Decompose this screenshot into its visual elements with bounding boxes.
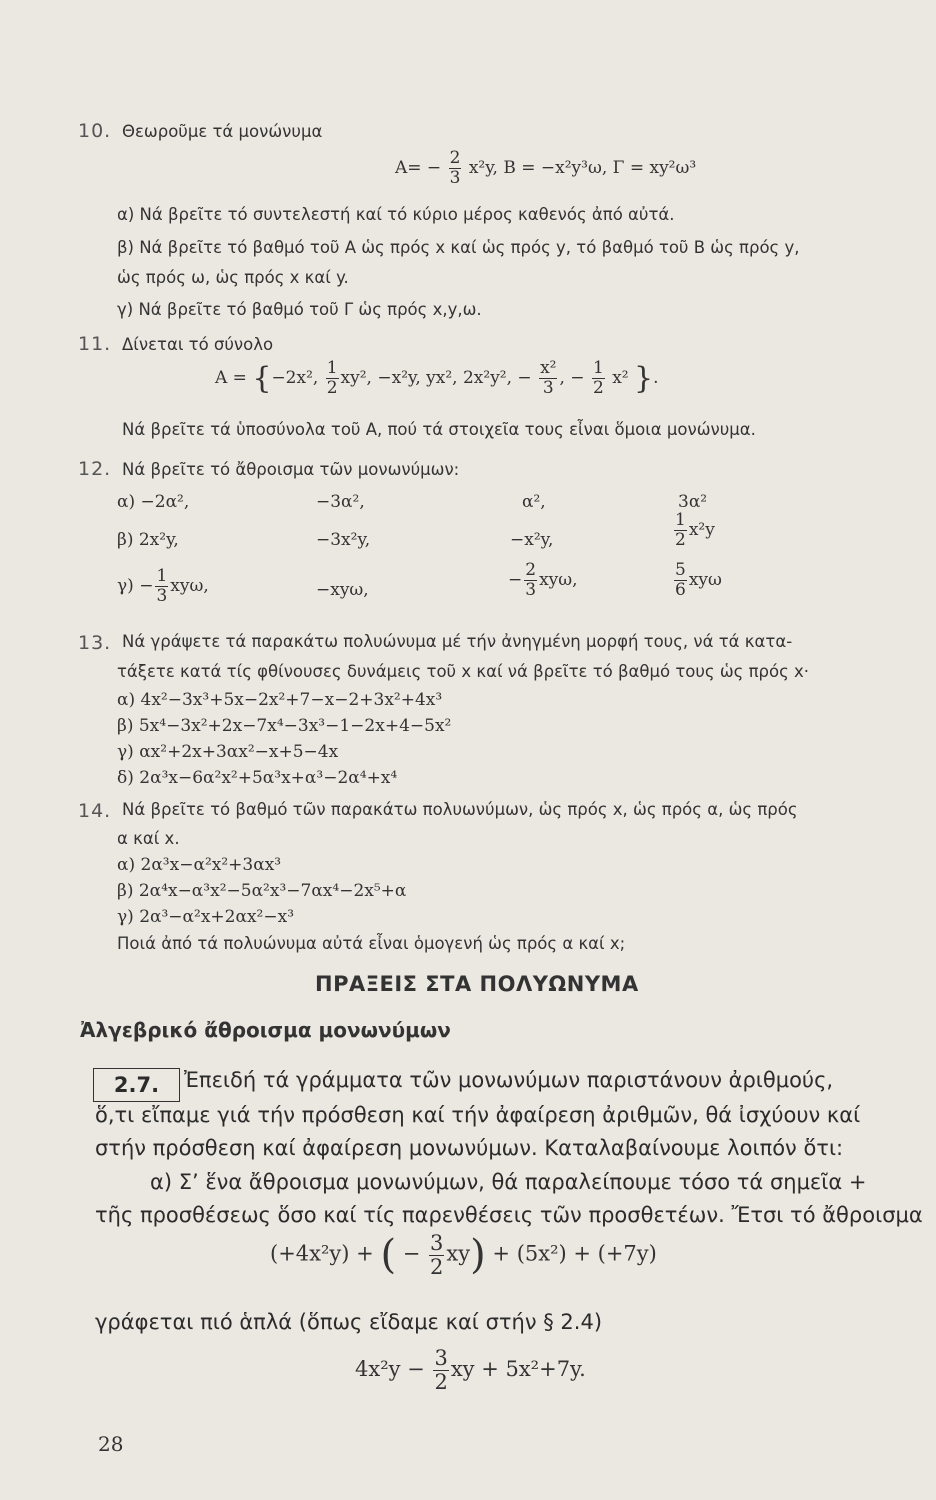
fraction: [433, 1348, 448, 1393]
fraction-denominator: 3: [525, 580, 537, 600]
formula-a-lhs: Α= −: [395, 158, 442, 178]
equation-sum-with-parentheses: [270, 1232, 657, 1278]
exercise-10-number: 10.: [78, 120, 112, 142]
fraction-denominator: 3: [156, 586, 168, 606]
ex12-row-c-col1: [117, 568, 209, 605]
para-2-7-line4: α) Σ’ ἕνα ἄθροισμα μονωνύμων, θά παραλείπουμε τόσο τά σημεῖα +: [150, 1170, 867, 1194]
fraction-denominator: 2: [592, 378, 604, 398]
para-2-7-line3: στήν πρόσθεση καί ἀφαίρεση μονωνύμων. Καταλαβαίνουμε λοιπόν ὅτι:: [95, 1136, 844, 1160]
fraction-denominator: 2: [675, 530, 686, 550]
fraction: [429, 1230, 444, 1279]
term: xyω: [688, 570, 722, 590]
fraction: [539, 360, 557, 397]
fraction-numerator: 2: [525, 560, 537, 580]
exercise-10-part-c: γ) Νά βρεῖτε τό βαθμό τοῦ Γ ὡς πρός x,y,ω.: [117, 300, 482, 319]
exercise-10-formula: [395, 150, 696, 187]
para-2-7-line6: γράφεται πιό ἁπλά (ὅπως εἴδαμε καί στήν § 2.4): [95, 1310, 603, 1334]
fraction-2-3: [449, 150, 462, 187]
ex12-row-c-col4: [672, 562, 722, 599]
fraction-denominator: 2: [430, 1254, 444, 1279]
fraction-numerator: 5: [675, 560, 686, 580]
eq-term: xy: [446, 1241, 471, 1266]
exercise-13-number: 13.: [78, 632, 112, 654]
page-number: 28: [98, 1432, 124, 1456]
ex12-row-b-col2: −3x²y,: [316, 530, 371, 550]
ex12-row-a-col2: −3α²,: [316, 492, 365, 512]
fraction-denominator: 3: [542, 378, 554, 398]
exercise-10-part-a: α) Νά βρεῖτε τό συντελεστή καί τό κύριο μέρος καθενός ἀπό αὐτά.: [117, 205, 675, 224]
exercise-12-number: 12.: [78, 458, 112, 480]
fraction-denominator: 3: [449, 168, 461, 188]
formula-rest: x²y, Β = −x²y³ω, Γ = xy²ω³: [468, 158, 697, 178]
exercise-13-line2: τάξετε κατά τίς φθίνουσες δυνάμεις τοῦ x καί νά βρεῖτε τό βαθμό τους ὡς πρός x·: [117, 662, 810, 681]
fraction-numerator: x²: [540, 358, 557, 378]
exercise-13-part-d: δ) 2α³x−6α²x²+5α³x+α³−2α⁴+x⁴: [117, 768, 398, 788]
fraction: [524, 562, 537, 599]
ex12-row-a-col1: α) −2α²,: [117, 492, 190, 512]
exercise-11-intro: Δίνεται τό σύνολο: [122, 335, 274, 354]
ex12-row-a-col3: α²,: [522, 492, 546, 512]
subsection-title: Ἀλγεβρικό ἄθροισμα μονωνύμων: [80, 1018, 451, 1042]
exercise-14-question: Ποιά ἀπό τά πολυώνυμα αὐτά εἶναι ὁμογενή ὡς πρός α καί x;: [117, 934, 626, 953]
fraction-numerator: 1: [326, 358, 338, 378]
term: x²y: [688, 520, 715, 540]
ex12-row-c-col2: −xyω,: [316, 580, 369, 600]
set-term: −2x²,: [271, 368, 319, 388]
exercise-13-part-a: α) 4x²−3x³+5x−2x²+7−x−2+3x²+4x³: [117, 690, 443, 710]
ex12-row-a-col4: 3α²: [678, 492, 708, 512]
fraction: [326, 360, 339, 397]
fraction-denominator: 2: [434, 1370, 448, 1394]
ex12-row-b-col1: β) 2x²y,: [117, 530, 179, 550]
fraction-numerator: 2: [449, 148, 461, 168]
exercise-14-line1: Νά βρεῖτε τό βαθμό τῶν παρακάτω πολυωνύμων, ὡς πρός x, ὡς πρός α, ὡς πρός: [122, 800, 798, 819]
equation-simplified-sum: [355, 1348, 586, 1393]
eq-term: xy + 5x²+7y.: [450, 1357, 586, 1381]
fraction-denominator: 6: [675, 580, 686, 600]
exercise-14-part-b: β) 2α⁴x−α³x²−5α²x³−7αx⁴−2x⁵+α: [117, 881, 407, 901]
eq-term: 4x²y −: [355, 1357, 425, 1381]
minus-sign: −: [508, 570, 523, 590]
fraction-denominator: 2: [326, 378, 338, 398]
fraction-numerator: 3: [434, 1346, 448, 1370]
para-2-7-line1: Ἐπειδή τά γράμματα τῶν μονωνύμων παριστάνουν ἀριθμούς,: [184, 1068, 834, 1092]
ex12-row-c-col3: [508, 562, 578, 599]
fraction-numerator: 1: [675, 510, 686, 530]
ex12-row-b-col3: −x²y,: [510, 530, 554, 550]
eq-term: (+4x²y) +: [270, 1241, 374, 1266]
exercise-10-intro: Θεωροῦμε τά μονώνυμα: [122, 122, 323, 141]
fraction-numerator: 1: [592, 358, 604, 378]
open-brace: {: [252, 361, 272, 396]
minus-sign: −: [402, 1241, 421, 1266]
exercise-14-line2: α καί x.: [117, 829, 180, 848]
exercise-13-part-b: β) 5x⁴−3x²+2x−7x⁴−3x³−1−2x+4−5x²: [117, 716, 452, 736]
set-period: .: [653, 368, 659, 388]
section-title: ΠΡΑΞΕΙΣ ΣΤΑ ΠΟΛΥΩΝΥΜΑ: [315, 972, 639, 996]
exercise-14-part-a: α) 2α³x−α²x²+3αx³: [117, 855, 282, 875]
term: xyω,: [539, 570, 578, 590]
exercise-10-part-b-line1: β) Νά βρεῖτε τό βαθμό τοῦ Α ὡς πρός x καί ὡς πρός y, τό βαθμό τοῦ Β ὡς πρός y,: [117, 238, 800, 257]
para-2-7-line2: ὅ,τι εἴπαμε γιά τήν πρόσθεση καί τήν ἀφαίρεση ἀριθμῶν, θά ἰσχύουν καί: [95, 1103, 861, 1127]
fraction: [592, 360, 605, 397]
fraction: [674, 562, 687, 599]
set-term: x²: [612, 368, 629, 388]
fraction: [674, 512, 687, 549]
exercise-13-line1: Νά γράψετε τά παρακάτω πολυώνυμα μέ τήν ἀνηγμένη μορφή τους, νά τά κατα-: [122, 632, 793, 651]
exercise-14-part-c: γ) 2α³−α²x+2αx²−x³: [117, 907, 295, 927]
exercise-11-text: Νά βρεῖτε τά ὑποσύνολα τοῦ Α, πού τά στοιχεῖα τους εἶναι ὅμοια μονώνυμα.: [122, 420, 756, 439]
set-term: , −: [559, 368, 585, 388]
close-brace: }: [634, 361, 654, 396]
close-paren: ): [470, 1232, 486, 1278]
row-label: γ) −: [117, 576, 154, 596]
fraction-numerator: 1: [156, 566, 168, 586]
paragraph-number: 2.7.: [113, 1073, 160, 1097]
set-term: xy², −x²y, yx², 2x²y², −: [340, 368, 532, 388]
fraction-numerator: 3: [430, 1230, 444, 1255]
exercise-13-part-c: γ) αx²+2x+3αx²−x+5−4x: [117, 742, 339, 762]
paragraph-number-box: [93, 1068, 180, 1102]
ex12-row-b-col4: [672, 512, 715, 549]
fraction: [155, 568, 168, 605]
exercise-12-intro: Νά βρεῖτε τό ἄθροισμα τῶν μονωνύμων:: [122, 460, 460, 479]
exercise-10-part-b-line2: ὡς πρός ω, ὡς πρός x καί y.: [117, 268, 349, 287]
exercise-11-number: 11.: [78, 333, 112, 355]
term: xyω,: [170, 576, 209, 596]
para-2-7-line5: τῆς προσθέσεως ὅσο καί τίς παρενθέσεις τῶν προσθετέων. Ἔτσι τό ἄθροισμα: [95, 1203, 923, 1227]
exercise-14-number: 14.: [78, 800, 112, 822]
set-lhs: Α =: [215, 368, 247, 388]
exercise-11-set: [215, 360, 659, 397]
eq-term: + (5x²) + (+7y): [492, 1241, 657, 1266]
open-paren: (: [380, 1232, 397, 1278]
